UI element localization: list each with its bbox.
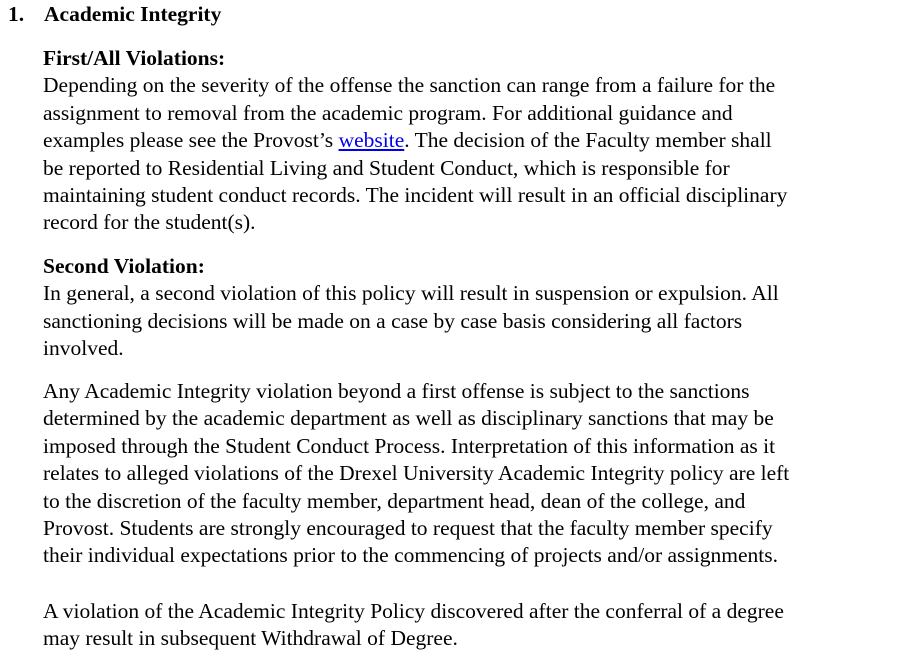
paragraph-line: may result in subsequent Withdrawal of Degree. bbox=[43, 626, 458, 651]
section-title: Academic Integrity bbox=[44, 2, 222, 26]
withdrawal-paragraph bbox=[43, 598, 893, 653]
second-violation-block bbox=[43, 253, 893, 363]
paragraph-line: In general, a second violation of this policy will result in suspension or expulsion. All bbox=[43, 281, 779, 306]
first-violation-heading: First/All Violations: bbox=[43, 46, 226, 70]
paragraph-line: to the discretion of the faculty member, department head, dean of the college, and bbox=[43, 488, 746, 513]
section-heading bbox=[8, 1, 221, 28]
paragraph-line: determined by the academic department as well as disciplinary sanctions that may be bbox=[43, 406, 774, 431]
paragraph-line: imposed through the Student Conduct Process. Interpretation of this information as it bbox=[43, 433, 776, 458]
paragraph-line: assignment to removal from the academic program. For additional guidance and bbox=[43, 100, 733, 125]
paragraph-line: relates to alleged violations of the Drexel University Academic Integrity policy are left bbox=[43, 461, 790, 486]
first-violation-block bbox=[43, 45, 893, 237]
paragraph-line: Any Academic Integrity violation beyond a first offense is subject to the sanctions bbox=[43, 379, 750, 403]
text-after-link: . The decision of the Faculty member shall bbox=[404, 128, 772, 153]
paragraph-line: Depending on the severity of the offense the sanction can range from a failure for the bbox=[43, 73, 776, 98]
beyond-first-offense-paragraph bbox=[43, 378, 893, 570]
paragraph-line: be reported to Residential Living and Student Conduct, which is responsible for bbox=[43, 155, 730, 180]
second-violation-heading: Second Violation: bbox=[43, 254, 205, 278]
paragraph-line: sanctioning decisions will be made on a case by case basis considering all factors bbox=[43, 308, 743, 333]
paragraph-line: record for the student(s). bbox=[43, 210, 256, 235]
paragraph-line: A violation of the Academic Integrity Policy discovered after the conferral of a degree bbox=[43, 599, 784, 623]
text-before-link: examples please see the Provost’s bbox=[43, 128, 339, 153]
paragraph-line: involved. bbox=[43, 336, 124, 361]
paragraph-line: their individual expectations prior to the commencing of projects and/or assignments. bbox=[43, 543, 778, 568]
paragraph-line: maintaining student conduct records. The incident will result in an official disciplinary bbox=[43, 183, 788, 208]
paragraph-line: Provost. Students are strongly encouraged to request that the faculty member specify bbox=[43, 516, 773, 541]
paragraph-line-with-link bbox=[43, 127, 893, 154]
section-number: 1. bbox=[8, 2, 25, 26]
provost-website-link[interactable]: website bbox=[338, 128, 405, 153]
